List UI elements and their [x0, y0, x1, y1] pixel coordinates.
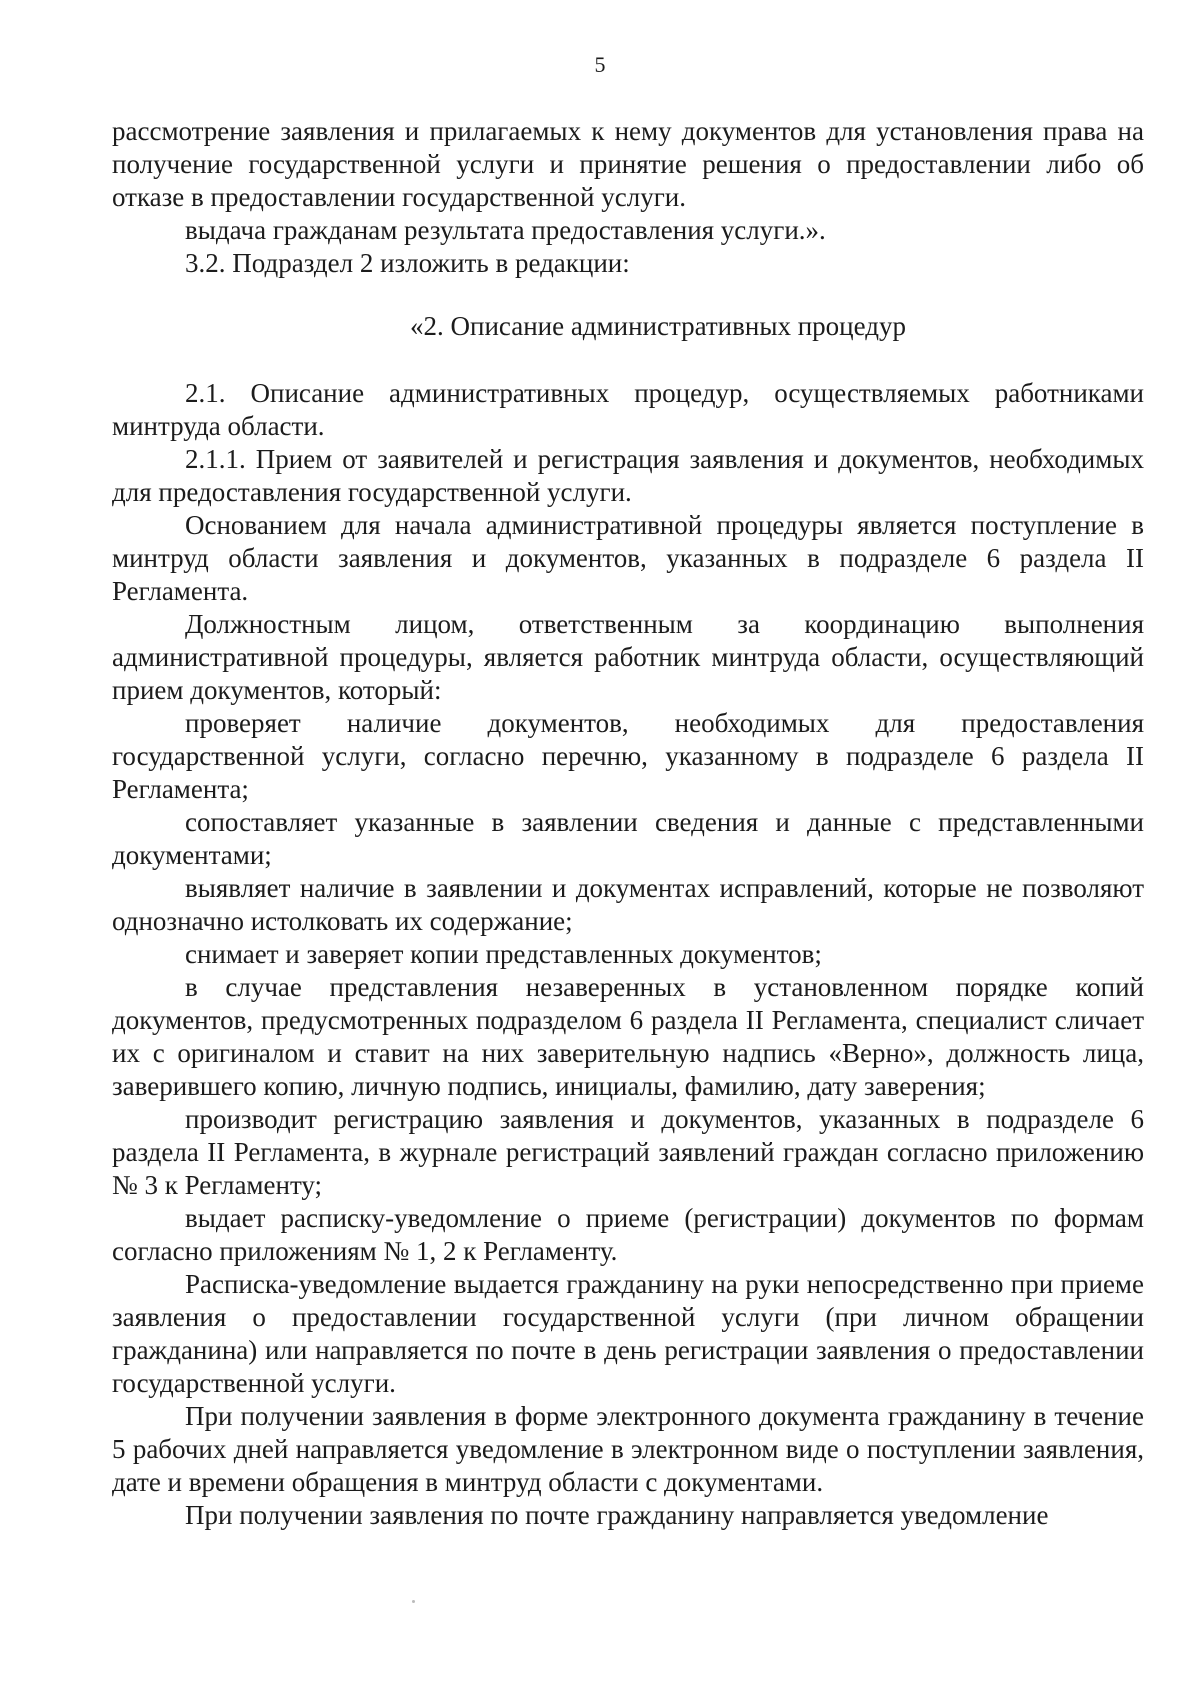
paragraph-electronic-notice: При получении заявления в форме электронного документа гражданину в течение 5 рабочих дней направляется уведомление в электронном виде о поступлении заявления, дате и времени обращения в минтруд области с документами.	[112, 1401, 1144, 1497]
page-number: 5	[594, 52, 606, 77]
scan-artifact	[412, 1600, 415, 1603]
spacer	[112, 343, 1144, 377]
list-item-registers: производит регистрацию заявления и документов, указанных в подразделе 6 раздела II Регламента, в журнале регистраций заявлений граждан согласно приложению № 3 к Регламенту;	[112, 1104, 1144, 1200]
section-heading: «2. Описание административных процедур	[410, 311, 906, 341]
list-item-certifies: в случае представления незаверенных в установленном порядке копий документов, предусмотренных подразделом 6 раздела II Регламента, специалист сличает их с оригиналом и ставит на них заверительную надпись «Верно», должность лица, заверившего копию, личную подпись, инициалы, фамилию, дату заверения;	[112, 972, 1144, 1101]
paragraph-receipt-delivery: Расписка-уведомление выдается гражданину на руки непосредственно при приеме заявления о предоставлении государственной услуги (при личном обращении гражданина) или направляется по почте в день регистрации заявления о предоставлении государственной услуги.	[112, 1269, 1144, 1398]
paragraph-subsection-amendment: 3.2. Подраздел 2 изложить в редакции:	[185, 248, 630, 278]
list-item-checks: проверяет наличие документов, необходимых для предоставления государственной услуги, согласно перечню, указанному в подразделе 6 раздела II Регламента;	[112, 708, 1144, 804]
paragraph-2-1: 2.1. Описание административных процедур, осуществляемых работниками минтруда области.	[112, 378, 1144, 441]
paragraph-2-1-1: 2.1.1. Прием от заявителей и регистрация заявления и документов, необходимых для предоставления государственной услуги.	[112, 444, 1144, 507]
paragraph-mail-notice: При получении заявления по почте гражданину направляется уведомление	[185, 1500, 1049, 1530]
list-item-issues-receipt: выдает расписку-уведомление о приеме (регистрации) документов по формам согласно приложениям № 1, 2 к Регламенту.	[112, 1203, 1144, 1266]
paragraph-responsible-official: Должностным лицом, ответственным за координацию выполнения административной процедуры, является работник минтруда области, осуществляющий прием документов, который:	[112, 609, 1144, 705]
list-item-compares: сопоставляет указанные в заявлении сведения и данные с представленными документами;	[112, 807, 1144, 870]
paragraph-basis: Основанием для начала административной процедуры является поступление в минтруд области заявления и документов, указанных в подразделе 6 раздела II Регламента.	[112, 510, 1144, 606]
document-body	[112, 115, 1144, 1532]
list-item-copies: снимает и заверяет копии представленных документов;	[185, 939, 822, 969]
paragraph-issue-result: выдача гражданам результата предоставления услуги.».	[185, 215, 826, 245]
spacer	[112, 280, 1144, 310]
list-item-detects: выявляет наличие в заявлении и документах исправлений, которые не позволяют однозначно истолковать их содержание;	[112, 873, 1144, 936]
paragraph-review-statement: рассмотрение заявления и прилагаемых к нему документов для установления права на получение государственной услуги и принятие решения о предоставлении либо об отказе в предоставлении государственной услуги.	[112, 116, 1144, 212]
